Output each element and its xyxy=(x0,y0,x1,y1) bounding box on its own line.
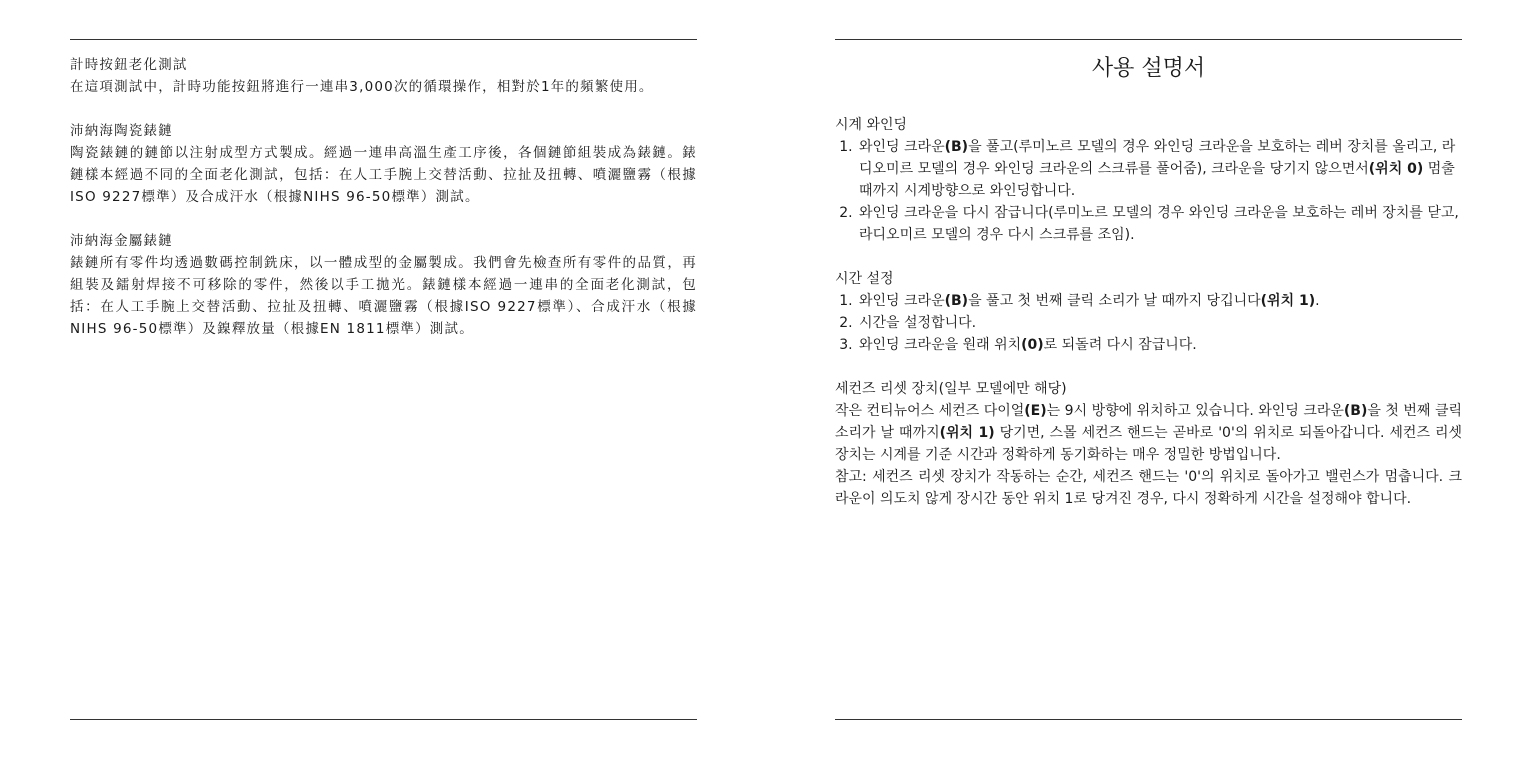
text: 와인딩 크라운 xyxy=(859,293,945,309)
crown-ref: (B) xyxy=(944,139,969,155)
time-setting-steps xyxy=(835,290,1462,356)
section-title: 沛納海金屬錶鏈 xyxy=(70,233,173,249)
text: 와인딩 크라운을 다시 잠급니다(루미노르 모델의 경우 와인딩 크라운을 보호하는 레버 장치를 닫고, 라디오미르 모델의 경우 다시 스크류를 조임). xyxy=(859,205,1459,243)
text: 을 첫 번째 클릭 소리가 날 때까지 xyxy=(835,403,1462,441)
text: 을 풀고 첫 번째 클릭 소리가 날 때까지 당깁니다 xyxy=(968,293,1261,309)
section-metal-bracelet xyxy=(70,230,697,340)
bottom-rule xyxy=(835,719,1462,720)
left-content xyxy=(70,54,697,362)
winding-steps xyxy=(835,136,1462,246)
left-page xyxy=(70,0,697,765)
section-winding xyxy=(835,114,1462,246)
text: 작은 컨티뉴어스 세컨즈 다이얼 xyxy=(835,403,1025,419)
position-ref: (위치 1) xyxy=(939,425,995,441)
list-item xyxy=(857,312,1462,334)
top-rule xyxy=(835,39,1462,40)
text: 멈출 때까지 시계방향으로 와인딩합니다. xyxy=(859,161,1455,199)
section-pusher-test xyxy=(70,54,697,98)
text: 와인딩 크라운을 원래 위치 xyxy=(859,337,1022,353)
note-text: 참고: 세컨즈 리셋 장치가 작동하는 순간, 세컨즈 핸드는 '0'의 위치로 돌아가고 밸런스가 멈춥니다. 크라운이 의도치 않게 장시간 동안 위치 1로 당겨진 경우, 다시 정확하게 시간을 설정해야 합니다. xyxy=(835,469,1462,507)
list-item xyxy=(857,334,1462,356)
page-title: 사용 설명서 xyxy=(1091,56,1206,81)
section-title: 시간 설정 xyxy=(835,271,894,287)
section-body xyxy=(835,400,1462,466)
text: 당기면, 스몰 세컨즈 핸드는 곧바로 '0'의 위치로 되돌아갑니다. 세컨즈 리셋 장치는 시계를 기준 시간과 정확하게 동기화하는 매우 정밀한 방법입니다. xyxy=(835,425,1462,463)
text: 는 9시 방향에 위치하고 있습니다. 와인딩 크라운 xyxy=(1046,403,1344,419)
section-title: 세컨즈 리셋 장치(일부 모델에만 해당) xyxy=(835,381,1067,397)
section-title: 시계 와인딩 xyxy=(835,117,908,133)
position-ref: (위치 1) xyxy=(1260,293,1316,309)
position-ref: (0) xyxy=(1021,337,1044,353)
right-page xyxy=(835,0,1462,765)
text: 시간을 설정합니다. xyxy=(859,315,977,331)
list-item xyxy=(857,136,1462,202)
text: . xyxy=(1315,293,1320,309)
text: 와인딩 크라운 xyxy=(859,139,945,155)
section-ceramic-bracelet xyxy=(70,120,697,208)
bottom-rule xyxy=(70,719,697,720)
list-item xyxy=(857,290,1462,312)
section-title: 沛納海陶瓷錶鏈 xyxy=(70,123,173,139)
list-item xyxy=(857,202,1462,246)
section-body: 錶鏈所有零件均透過數碼控制銑床，以一體成型的金屬製成。我們會先檢查所有零件的品質，再組裝及鐳射焊接不可移除的零件，然後以手工拋光。錶鏈樣本經過一連串的全面老化測試，包括：在人工手腕上交替活動、拉扯及扭轉、噴灑鹽霧（根據ISO 9227標準）、合成汗水（根據NIHS 96-50標準）及鎳釋放量（根據EN 1811標準）測試。 xyxy=(70,255,697,337)
section-title: 計時按鈕老化測試 xyxy=(70,57,188,73)
section-body: 陶瓷錶鏈的鏈節以注射成型方式製成。經過一連串高溫生產工序後，各個鏈節組裝成為錶鏈。錶鏈樣本經過不同的全面老化測試，包括：在人工手腕上交替活動、拉扯及扭轉、噴灑鹽霧（根據ISO 9227標準）及合成汗水（根據NIHS 96-50標準）測試。 xyxy=(70,145,697,205)
top-rule xyxy=(70,39,697,40)
section-body: 在這項測試中，計時功能按鈕將進行一連串3,000次的循環操作，相對於1年的頻繁使用。 xyxy=(70,79,654,95)
text: 을 풀고(루미노르 모델의 경우 와인딩 크라운을 보호하는 레버 장치를 올리고, 라디오미르 모델의 경우 와인딩 크라운의 스크류를 풀어줌), 크라운을 당기지 않으면서 xyxy=(859,139,1456,177)
section-seconds-reset xyxy=(835,378,1462,510)
text: 로 되돌려 다시 잠급니다. xyxy=(1043,337,1197,353)
crown-ref: (B) xyxy=(1343,403,1368,419)
position-ref: (위치 0) xyxy=(1368,161,1424,177)
right-content xyxy=(835,54,1462,532)
section-time-setting xyxy=(835,268,1462,356)
crown-ref: (B) xyxy=(944,293,969,309)
dial-ref: (E) xyxy=(1024,403,1047,419)
